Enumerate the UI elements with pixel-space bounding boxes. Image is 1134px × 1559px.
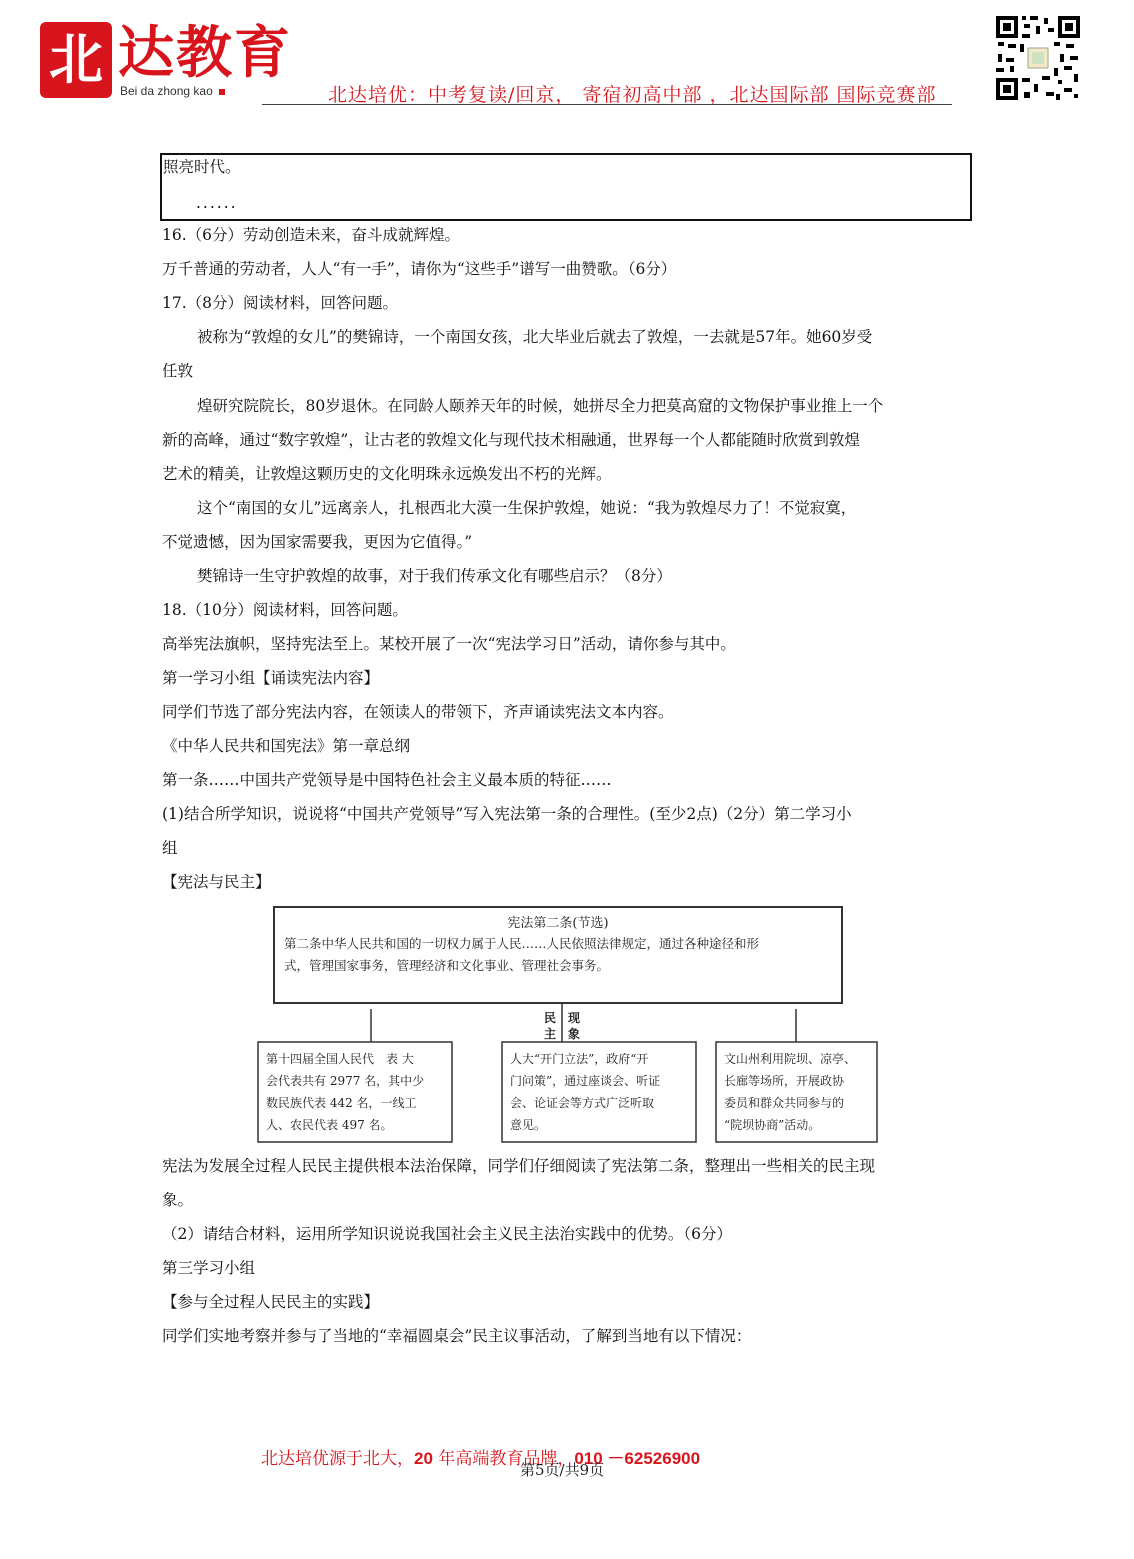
logo-char: 北 — [49, 28, 103, 91]
diagram-box-1-line-4: 人、农民代表 497 名。 — [266, 1118, 393, 1132]
q18-question-1b: 组 — [162, 839, 178, 857]
q18-group2-title: 【宪法与民主】 — [162, 873, 271, 891]
diagram-box-1-line-2: 会代表共有 2977 名，其中少 — [266, 1074, 425, 1088]
diagram-box-2-line-3: 会、论证会等方式广泛听取 — [510, 1096, 655, 1110]
q18-group1-body: 同学们节选了部分宪法内容，在领读人的带领下，齐声诵读宪法文本内容。 — [162, 703, 674, 721]
diagram-box-2-line-1: 人大“开门立法”，政府“开 — [510, 1052, 649, 1066]
diagram-box-3-line-1: 文山州利用院坝、凉亭、 — [724, 1052, 857, 1066]
q17-para-3a: 这个“南国的女儿”远离亲人，扎根西北大漠一生保护敦煌，她说：“我为敦煌尽力了！不觉寂寞， — [197, 499, 857, 517]
q18-group1-article: 第一条……中国共产党领导是中国特色社会主义最本质的特征…… — [162, 771, 612, 789]
diagram-box-3-line-4: “院坝协商”活动。 — [724, 1118, 821, 1132]
q18-group1-book: 《中华人民共和国宪法》第一章总纲 — [162, 737, 411, 755]
q18-group2-body-b: 象。 — [162, 1191, 194, 1209]
continuation-box — [160, 153, 972, 221]
footer-promo — [261, 1444, 700, 1469]
qr-code-icon — [994, 14, 1082, 102]
footer-phone: 010 －62526900 — [574, 1449, 701, 1468]
q17-para-2a: 煌研究院院长，80岁退休。在同龄人颐养天年的时候，她拼尽全力把莫高窟的文物保护事业推上一个 — [197, 397, 884, 415]
page-number: 第5页/共9页 — [520, 1461, 605, 1479]
header-tagline: 北达培优：中考复读/回京， 寄宿初高中部 ，北达国际部 国际竞赛部 — [328, 84, 937, 106]
diagram-box-2-line-2: 门问策”，通过座谈会、听证 — [510, 1074, 661, 1088]
q17-para-1b: 任敦 — [162, 362, 194, 380]
q18-title: 18.（10分）阅读材料，回答问题。 — [162, 601, 408, 619]
box-line-1: 照亮时代。 — [163, 158, 241, 176]
diagram-mid-left-2: 主 — [543, 1027, 557, 1041]
q18-intro: 高举宪法旗帜，坚持宪法至上。某校开展了一次“宪法学习日”活动，请你参与其中。 — [162, 635, 736, 653]
q17-para-1a: 被称为“敦煌的女儿”的樊锦诗，一个南国女孩，北大毕业后就去了敦煌，一去就是57年。她60岁受 — [197, 328, 873, 346]
q17-question: 樊锦诗一生守护敦煌的故事，对于我们传承文化有哪些启示？（8分） — [197, 567, 672, 585]
diagram-box-2-line-4: 意见。 — [510, 1118, 547, 1132]
diagram-top-title: 宪法第二条(节选) — [507, 916, 609, 931]
q17-para-2b: 新的高峰，通过“数字敦煌”，让古老的敦煌文化与现代技术相融通，世界每一个人都能随时欣赏到敦煌 — [162, 431, 860, 449]
q18-question-1a: (1)结合所学知识，说说将“中国共产党领导”写入宪法第一条的合理性。(至少2点)（2分）第二学习小 — [162, 805, 852, 823]
q17-title: 17.（8分）阅读材料，回答问题。 — [162, 294, 399, 312]
diagram-box-3-line-2: 长廊等场所，开展政协 — [724, 1074, 845, 1088]
diagram-box-1-line-1: 第十四届全国人民代 表 大 — [266, 1052, 414, 1066]
q18-question-2: （2）请结合材料，运用所学知识说说我国社会主义民主法治实践中的优势。（6分） — [162, 1225, 732, 1243]
q18-group3-body: 同学们实地考察并参与了当地的“幸福圆桌会”民主议事活动，了解到当地有以下情况： — [162, 1327, 752, 1345]
footer-text-a: 北达培优源于北大， — [261, 1449, 414, 1469]
diagram-top-line-1: 第二条中华人民共和国的一切权力属于人民……人民依照法律规定，通过各种途径和形 — [284, 936, 760, 951]
q18-group1-title: 第一学习小组【诵读宪法内容】 — [162, 669, 380, 687]
q16-body: 万千普通的劳动者，人人“有一手”，请你为“这些手”谱写一曲赞歌。（6分） — [162, 260, 677, 278]
diagram-mid-left-1: 民 — [543, 1011, 557, 1025]
header-divider — [262, 104, 952, 105]
footer-text-b: 20 — [414, 1449, 433, 1468]
constitution-diagram — [256, 905, 880, 1145]
diagram-box-1-line-3: 数民族代表 442 名，一线工 — [266, 1096, 417, 1110]
q16-title: 16.（6分）劳动创造未来，奋斗成就辉煌。 — [162, 226, 461, 244]
diagram-mid-right-1: 现 — [567, 1011, 581, 1025]
q18-group2-body-a: 宪法为发展全过程人民民主提供根本法治保障，同学们仔细阅读了宪法第二条，整理出一些相关的民主现 — [162, 1157, 876, 1175]
box-ellipsis: ...... — [196, 194, 238, 212]
q18-group3-title: 第三学习小组 — [162, 1259, 256, 1277]
diagram-top-line-2: 式，管理国家事务，管理经济和文化事业、管理社会事务。 — [284, 958, 610, 973]
footer-text-c: 年高端教育品牌， — [432, 1449, 575, 1469]
logo-text: 达教育 — [118, 21, 292, 86]
diagram-mid-right-2: 象 — [567, 1027, 581, 1041]
logo-subtitle — [120, 84, 225, 98]
q17-para-3b: 不觉遗憾，因为国家需要我，更因为它值得。” — [162, 533, 473, 551]
q18-group3-subtitle: 【参与全过程人民民主的实践】 — [162, 1293, 380, 1311]
logo-square-icon — [219, 89, 225, 95]
diagram-box-3-line-3: 委员和群众共同参与的 — [724, 1096, 845, 1110]
logo-mark — [40, 22, 112, 98]
logo-subtitle-text: Bei da zhong kao — [120, 84, 213, 98]
q17-para-2c: 艺术的精美，让敦煌这颗历史的文化明珠永远焕发出不朽的光辉。 — [162, 465, 612, 483]
